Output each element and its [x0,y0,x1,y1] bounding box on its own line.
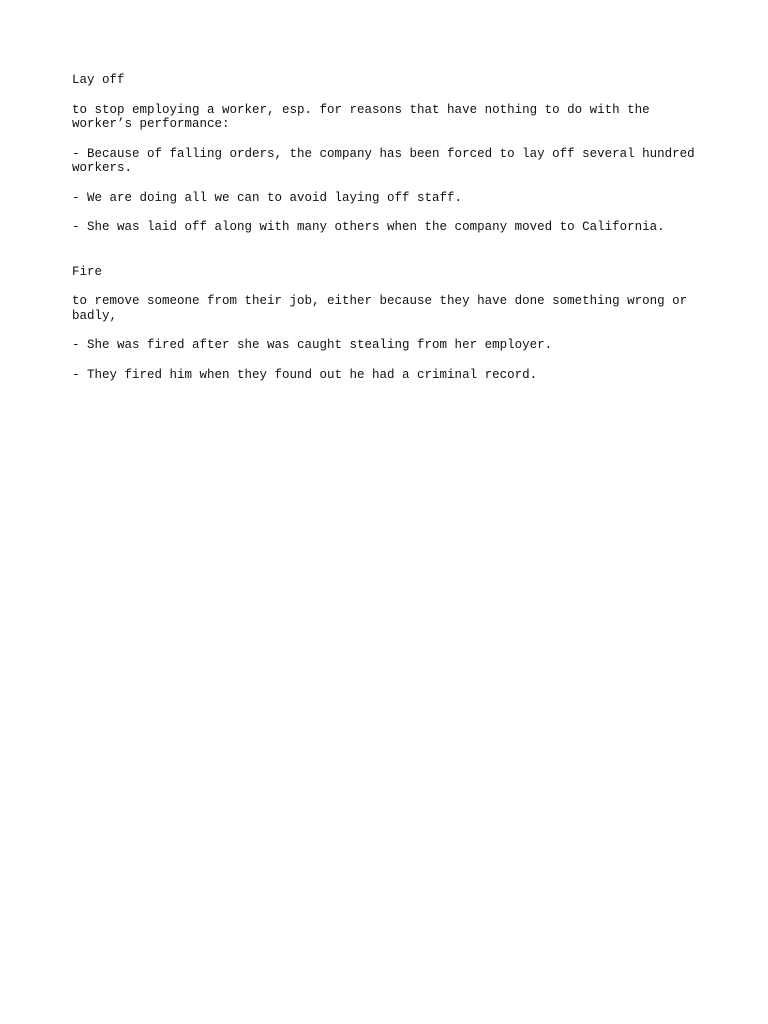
entry-example: - She was laid off along with many others when the company moved to California. [72,220,665,234]
entry-example: - They fired him when they found out he had a criminal record. [72,367,538,382]
entry-example: - We are doing all we can to avoid laying off staff. [72,190,463,205]
entry-definition: to remove someone from their job, either because they have done something wrong or badly, [72,294,695,323]
entry-example: - She was fired after she was caught stealing from her employer. [72,338,553,352]
section-spacer [72,235,708,265]
entry-term: Fire [72,264,103,279]
entry-definition: to stop employing a worker, esp. for reasons that have nothing to do with the worker’s performance: [72,102,658,131]
entry-lay-off [72,73,708,235]
document-page [72,73,708,382]
entry-term: Lay off [72,73,125,87]
entry-fire [72,265,708,383]
entry-example: - Because of falling orders, the company has been forced to lay off several hundred workers. [72,146,703,175]
